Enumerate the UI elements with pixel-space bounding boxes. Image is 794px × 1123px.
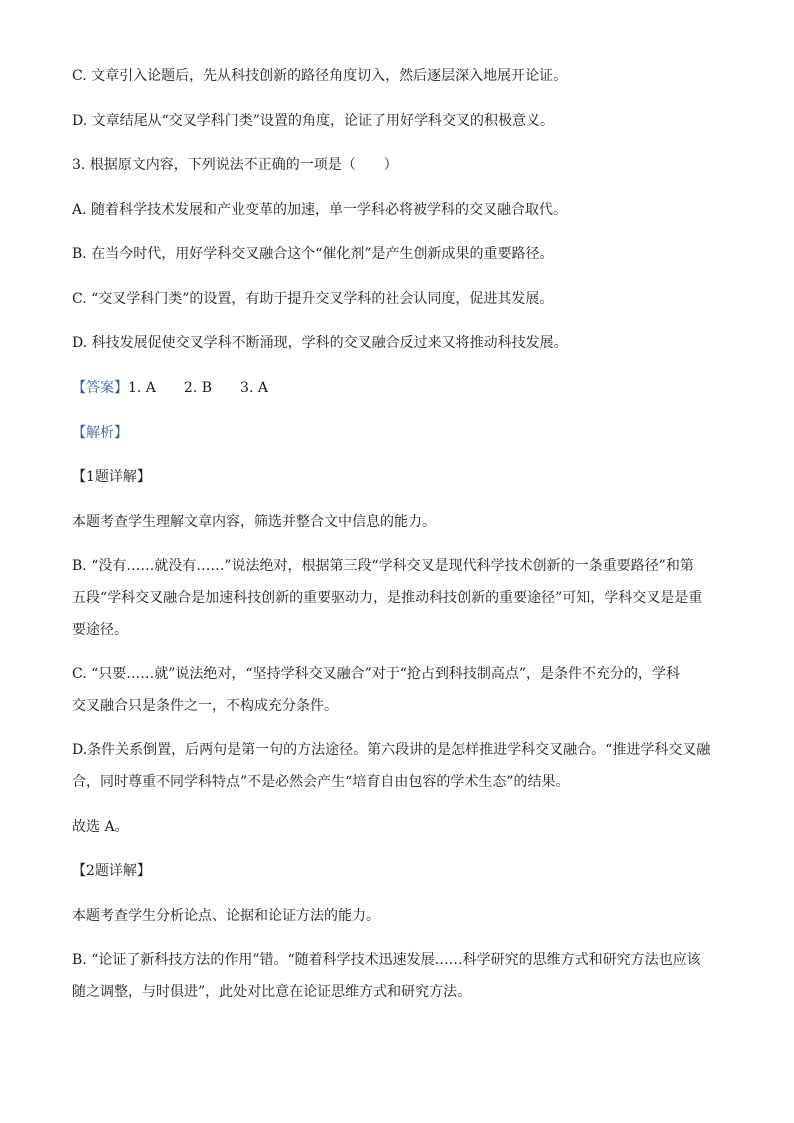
detail1-intro: 本题考查学生理解文章内容，筛选并整合文中信息的能力。 — [72, 514, 436, 530]
detail1-heading: 【1题详解】 — [72, 469, 151, 485]
detail1-c-line1: C. “只要……就”说法绝对，“坚持学科交叉融合”对于“抢占到科技制高点”，是条件不充分的，学科 — [72, 666, 681, 682]
detail1-c-line2: 交叉融合只是条件之一，不构成充分条件。 — [72, 698, 338, 714]
detail1-d-line1: D.条件关系倒置，后两句是第一句的方法途径。第六段讲的是怎样推进学科交叉融合。“推进学科交叉融 — [72, 742, 711, 758]
detail2-heading: 【2题详解】 — [72, 863, 151, 879]
answer-label: 【答案】 — [72, 380, 128, 396]
q3-option-c: C. “交叉学科门类”的设置，有助于提升交叉学科的社会认同度，促进其发展。 — [72, 291, 554, 307]
q2-option-c: C. 文章引入论题后，先从科技创新的路径角度切入，然后逐层深入地展开论证。 — [72, 68, 568, 84]
answer-3: 3. A — [240, 380, 268, 396]
q3-option-b: B. 在当今时代，用好学科交叉融合这个“催化剂”是产生创新成果的重要路径。 — [72, 246, 554, 262]
q2-option-d: D. 文章结尾从“交叉学科门类”设置的角度，论证了用好学科交叉的积极意义。 — [72, 113, 554, 129]
detail2-b-line1: B. “论证了新科技方法的作用”错。“随着科学技术迅速发展……科学研究的思维方式和研究方法也应该 — [72, 952, 701, 968]
answer-1: 1. A — [128, 380, 156, 396]
detail1-b-line1: B. “没有……就没有……”说法绝对，根据第三段“学科交叉是现代科学技术创新的一条重要路径”和第 — [72, 558, 694, 574]
answer-line — [72, 378, 722, 398]
detail2-intro: 本题考查学生分析论点、论据和论证方法的能力。 — [72, 908, 380, 924]
detail1-conclusion: 故选 A。 — [72, 819, 129, 835]
detail1-b-line2: 五段“学科交叉融合是加速科技创新的重要驱动力，是推动科技创新的重要途径”可知，学科交叉是是重 — [72, 590, 703, 606]
detail1-d-line2: 合，同时尊重不同学科特点”不是必然会产生“培育自由包容的学术生态”的结果。 — [72, 774, 570, 790]
q3-option-d: D. 科技发展促使交叉学科不断涌现，学科的交叉融合反过来又将推动科技发展。 — [72, 335, 568, 351]
analysis-label: 【解析】 — [72, 425, 128, 441]
answer-2: 2. B — [183, 380, 213, 396]
q3-option-a: A. 随着科学技术发展和产业变革的加速，单一学科必将被学科的交叉融合取代。 — [72, 202, 568, 218]
detail2-b-line2: 随之调整，与时俱进”，此处对比意在论证思维方式和研究方法。 — [72, 984, 472, 1000]
q3-stem: 3. 根据原文内容，下列说法不正确的一项是（ ） — [72, 157, 398, 173]
detail1-b-line3: 要途径。 — [72, 622, 128, 638]
